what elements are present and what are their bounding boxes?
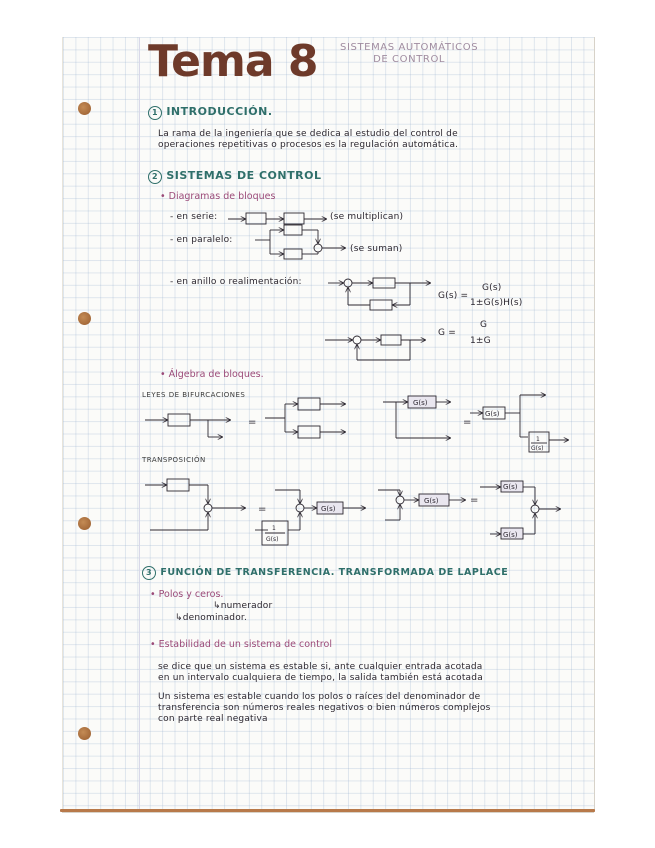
diagram-serie	[228, 213, 326, 224]
label-anillo: - en anillo o realimentación:	[170, 277, 302, 287]
equals-sign: =	[248, 417, 257, 428]
diagram-anillo-unitario	[325, 335, 425, 360]
block-label: G(s)	[266, 536, 279, 543]
formula-left: G(s) =	[438, 291, 469, 301]
diagram-transposicion	[145, 479, 560, 545]
equals-sign: =	[258, 504, 267, 515]
section-number: 2	[148, 170, 162, 184]
text-line: La rama de la ingeniería que se dedica al estudio del control de	[158, 129, 458, 139]
label-serie: - en serie:	[170, 212, 218, 222]
text-line: en un intervalo cualquiera de tiempo, la salida también está acotada	[158, 673, 483, 683]
equals-sign: =	[470, 495, 479, 506]
formula-denominator: 1±G(s)H(s)	[470, 298, 523, 308]
text-line: se dice que un sistema es estable si, ante cualquier entrada acotada	[158, 662, 483, 672]
block-label: G(s)	[424, 497, 439, 505]
page-title: Tema 8	[148, 36, 318, 87]
block-label: G(s)	[503, 483, 518, 491]
note-serie: (se multiplican)	[330, 212, 404, 222]
bullet-heading: • Estabilidad de un sistema de control	[150, 639, 332, 650]
block-label: G(s)	[485, 410, 500, 418]
block-label: 1	[536, 436, 540, 443]
formula-numerator: G	[480, 320, 488, 330]
formula-denominator: 1±G	[470, 336, 491, 346]
section-title: INTRODUCCIÓN.	[166, 105, 273, 118]
block-label: G(s)	[503, 531, 518, 539]
note-paralelo: (se suman)	[350, 244, 403, 254]
text-line: transferencia son números reales negativos o bien números complejos	[158, 703, 491, 713]
formula-numerator: G(s)	[482, 283, 502, 293]
label-paralelo: - en paralelo:	[170, 235, 233, 245]
text-line: con parte real negativa	[158, 714, 268, 724]
subheading: LEYES DE BIFURCACIONES	[142, 391, 246, 399]
block-label: G(s)	[531, 445, 544, 452]
bullet-heading: • Diagramas de bloques	[160, 191, 276, 202]
bullet-heading: • Álgebra de bloques.	[160, 369, 264, 380]
text-line: Un sistema es estable cuando los polos o raíces del denominador de	[158, 692, 481, 702]
subtitle-line: DE CONTROL	[373, 53, 446, 65]
block-label: G(s)	[413, 399, 428, 407]
section-title: SISTEMAS DE CONTROL	[166, 169, 322, 182]
block-label: G(s)	[321, 505, 336, 513]
section-number: 1	[148, 106, 162, 120]
subheading: TRANSPOSICIÓN	[142, 456, 206, 464]
sub-item: ↳denominador.	[175, 613, 248, 623]
equals-sign: =	[463, 417, 472, 428]
bullet-heading: • Polos y ceros.	[150, 589, 224, 600]
text-line: operaciones repetitivas o procesos es la regulación automática.	[158, 140, 459, 150]
formula-left: G =	[438, 328, 456, 338]
section-title: FUNCIÓN DE TRANSFERENCIA. TRANSFORMADA DE LAPLACE	[160, 567, 509, 578]
subtitle-line: SISTEMAS AUTOMÁTICOS	[340, 42, 479, 53]
diagram-paralelo	[255, 225, 345, 259]
diagram-anillo	[328, 278, 430, 310]
block-label: 1	[272, 525, 276, 532]
sub-item: ↳numerador	[213, 601, 273, 611]
section-number: 3	[142, 566, 156, 580]
diagram-bifurcaciones	[145, 395, 568, 452]
